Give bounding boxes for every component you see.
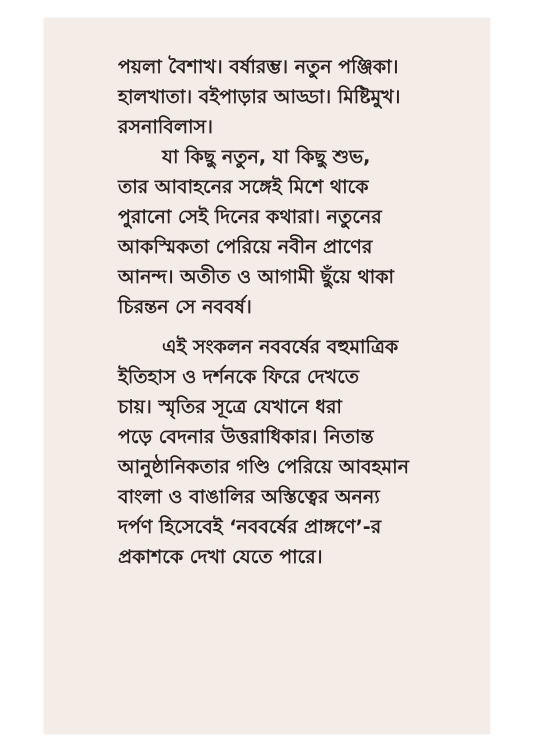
text-line: প্রকাশকে দেখা যেতে পারে। [118, 546, 323, 568]
text-line: পয়লা বৈশাখ। বর্ষারম্ভ। নতুন পঞ্জিকা। [118, 56, 399, 78]
text-line: আনন্দ। অতীত ও আগামী ছুঁয়ে থাকা [118, 266, 395, 288]
text-line: তার আবাহনের সঙ্গেই মিশে থাকে [118, 176, 369, 198]
text-line: এই সংকলন নববর্ষের বহুমাত্রিক [162, 336, 399, 358]
text-line: আকস্মিকতা পেরিয়ে নবীন প্রাণের [118, 236, 373, 258]
paragraph-2 [118, 142, 478, 322]
book-page [44, 18, 490, 734]
text-line: পুরানো সেই দিনের কথারা। নতুনের [118, 206, 382, 228]
page-text [118, 52, 478, 572]
text-line: দর্পণ হিসেবেই ‘নববর্ষের প্রাঙ্গণে’-র [118, 516, 382, 538]
text-line: চায়। স্মৃতির সূত্রে যেখানে ধরা [118, 396, 342, 418]
text-line: হালখাতা। বইপাড়ার আড্ডা। মিষ্টিমুখ। [118, 86, 401, 108]
paragraph-spacer [118, 322, 478, 332]
text-line: বাংলা ও বাঙালির অস্তিত্বের অনন্য [118, 486, 380, 508]
text-line: পড়ে বেদনার উত্তরাধিকার। নিতান্ত [118, 426, 374, 448]
text-line: ইতিহাস ও দর্শনকে ফিরে দেখতে [118, 366, 360, 388]
text-line: যা কিছু নতুন, যা কিছু শুভ, [162, 146, 371, 168]
text-line: আনুষ্ঠানিকতার গণ্ডি পেরিয়ে আবহমান [118, 456, 409, 478]
paragraph-1 [118, 52, 478, 142]
paragraph-3 [118, 332, 478, 572]
text-line: চিরন্তন সে নববর্ষ। [118, 296, 252, 318]
text-line: রসনাবিলাস। [118, 116, 213, 138]
